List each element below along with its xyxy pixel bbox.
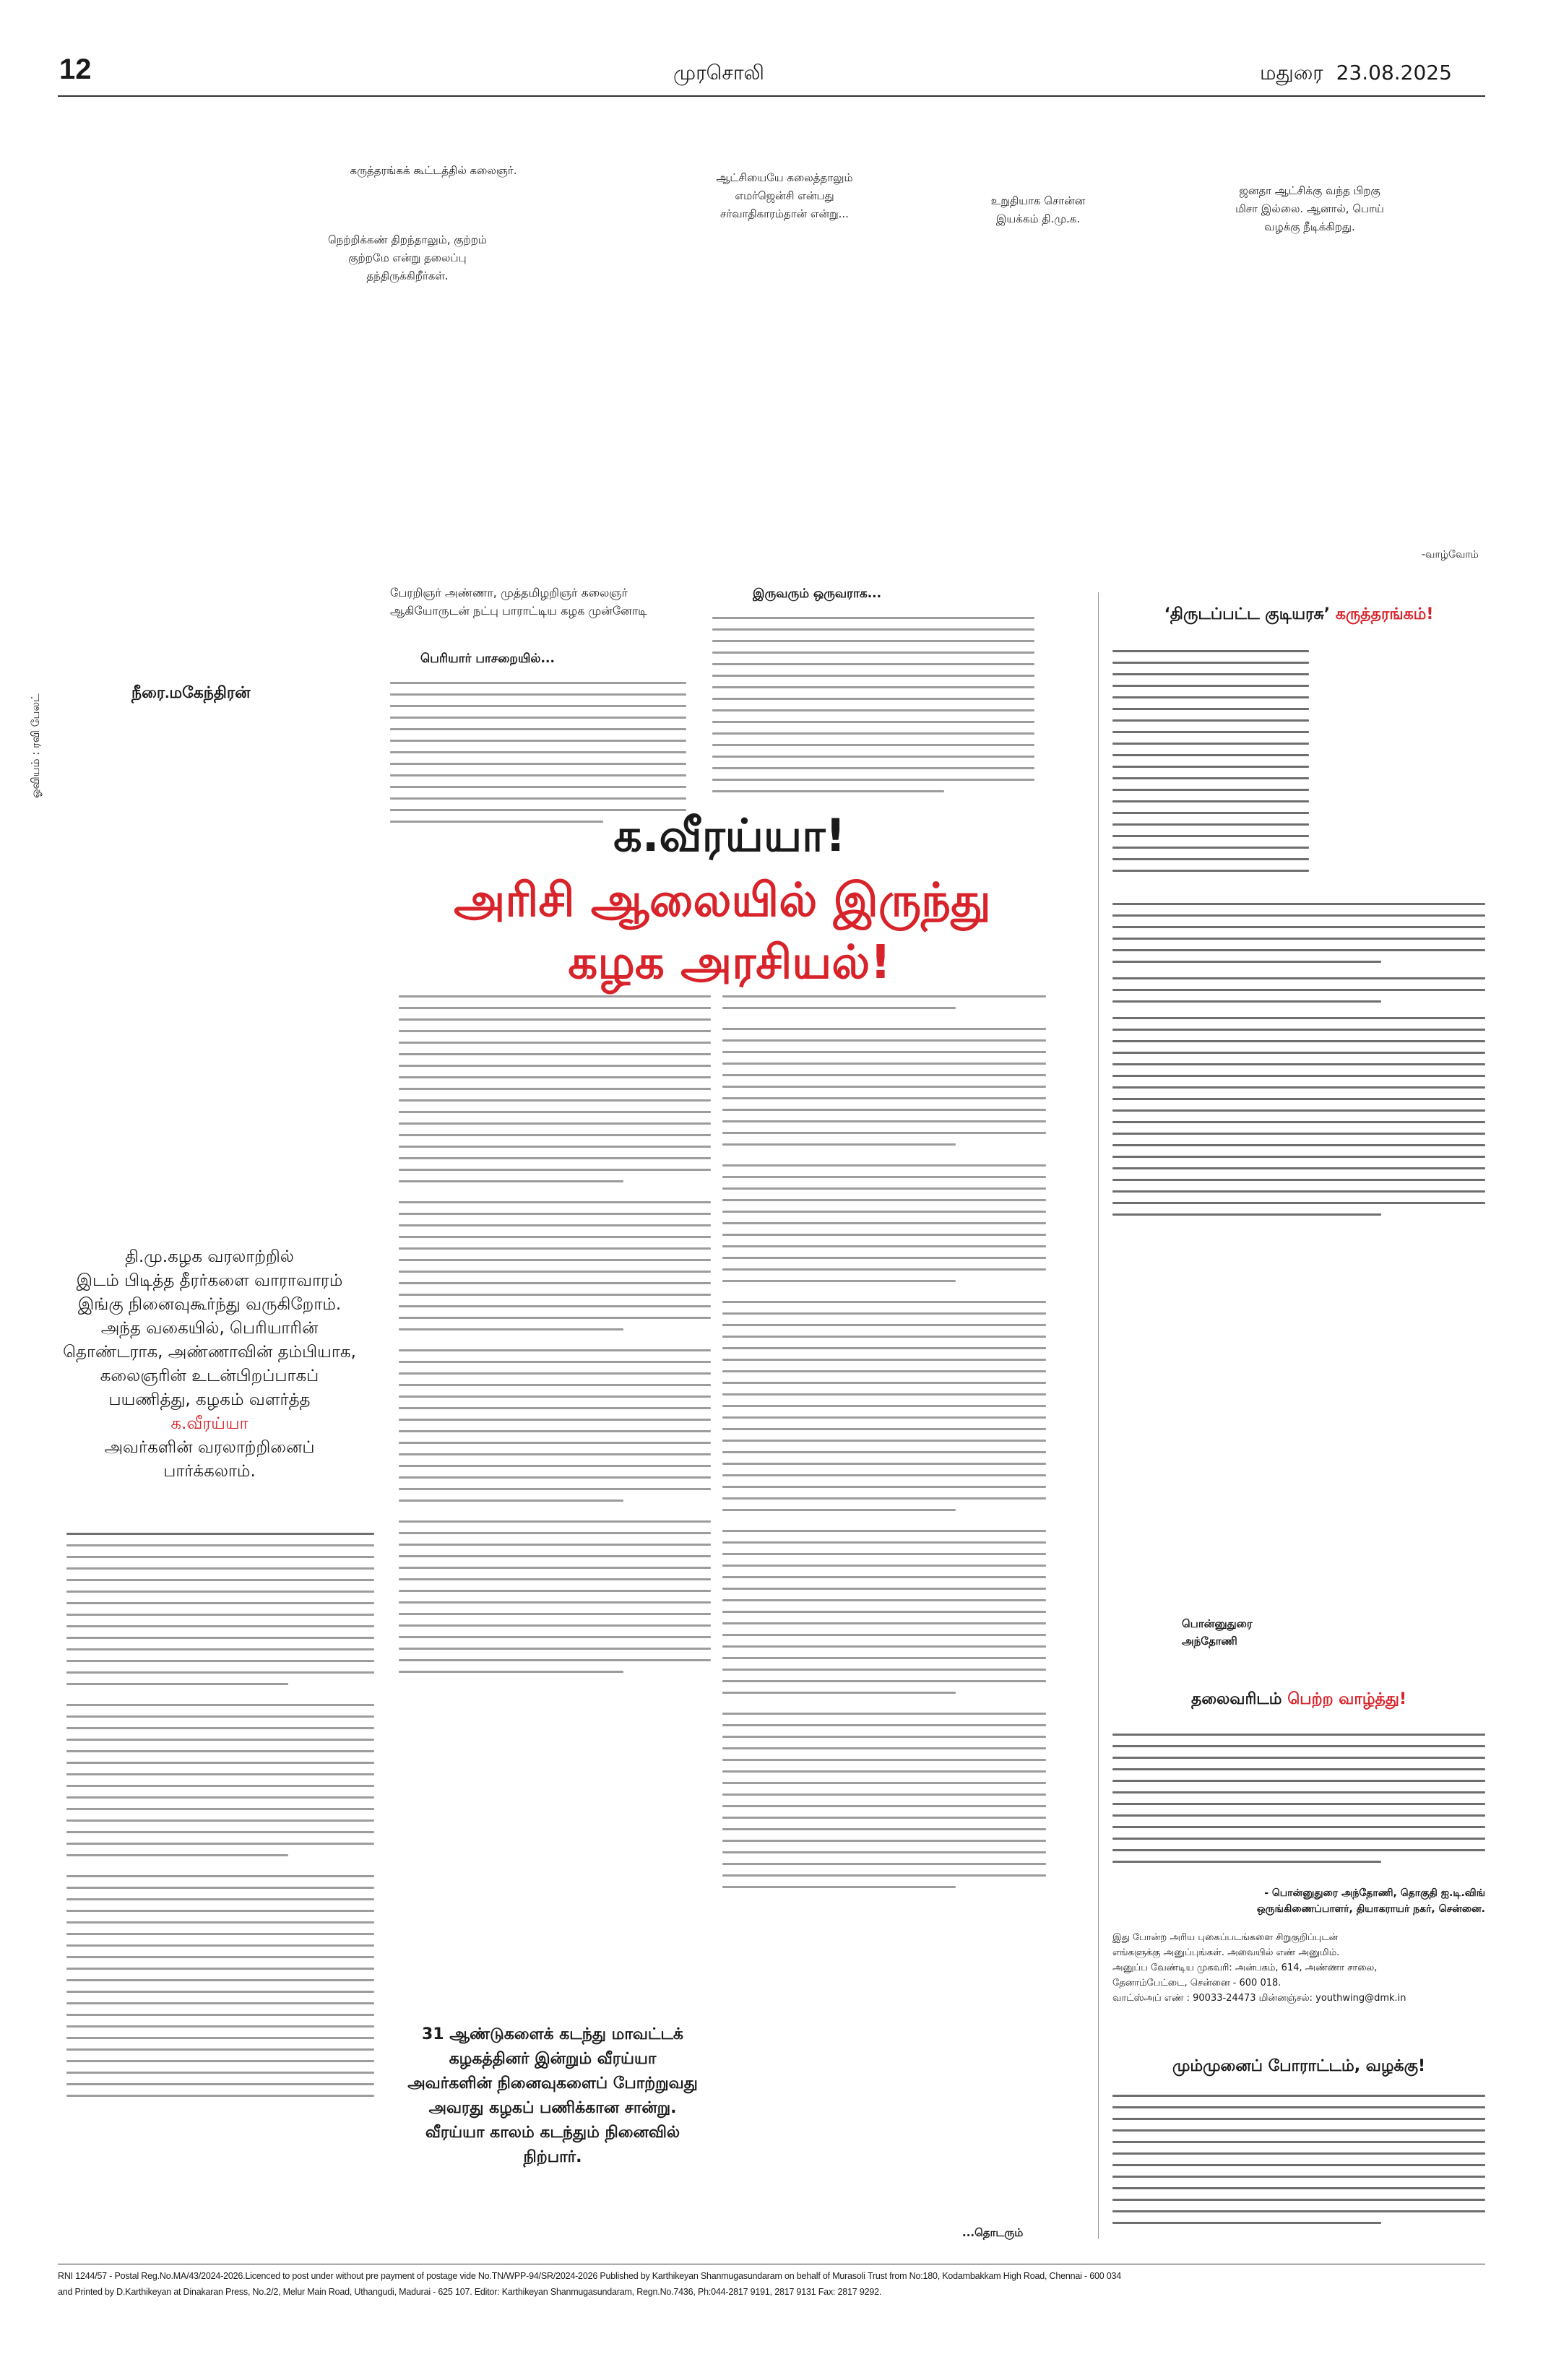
standfirst-line: அவர்களின் வரலாற்றினைப் (104, 1438, 315, 1457)
paper-name: முரசொலி (673, 61, 764, 85)
commentary-body (1112, 903, 1485, 1225)
page-number: 12 (59, 53, 92, 85)
standfirst-line: தி.மு.கழக வரலாற்றில் (125, 1247, 294, 1266)
youth-address-line: அனுப்ப வேண்டிய முகவரி: அன்பகம், 614, அண்ணா சாலை, (1112, 1963, 1378, 1973)
standfirst-line: இங்கு நினைவுகூர்ந்து வருகிறோம். (77, 1295, 342, 1314)
mummunai-body (1112, 2095, 1485, 2233)
headline-name: க.வீரய்யா! (613, 809, 846, 862)
imprint-line: and Printed by D.Karthikeyan at Dinakaran Press, No.2/2, Melur Main Road, Uthangudi, Madurai - 625 107. Editor: Karthikeyan Shanmugasundaram, Regn.No.7436, Ph:044-2817 9191, 2817 9131 Fax: 2817 9292. (58, 2287, 882, 2297)
youth-title (1112, 1690, 1485, 1710)
standfirst-name: க.வீரய்யா (170, 1414, 248, 1433)
story-body-text (66, 1533, 374, 2106)
cartoon-caption-4: உறுதியாக சொன்ன இயக்கம் தி.மு.க. (990, 194, 1086, 225)
youth-contributor-line: பொன்னுதுரை (1182, 1617, 1253, 1630)
section-heading-iruvarum: இருவரும் ஒருவராக... (753, 587, 882, 601)
cartoon-caption-3: ஆட்சியையே கலைத்தாலும் எமர்ஜென்சி என்பது சர்வாதிகாரம்தான் என்று... (716, 171, 853, 220)
standfirst-line: தொண்டராக, அண்ணாவின் தம்பியாக, (63, 1343, 356, 1362)
story-intro-text: பேரறிஞர் அண்ணா, முத்தமிழறிஞர் கலைஞர் ஆகியோருடன் நட்பு பாராட்டிய கழக முன்னோடி (390, 586, 647, 618)
column-divider (1098, 592, 1099, 2239)
pull-quote: 31 ஆண்டுகளைக் கடந்து மாவட்டக் கழகத்தினர் இன்றும் வீரய்யா அவர்களின் நினைவுகளைப் போற்றுவது அவரது கழகப் பணிக்கான சான்று. வீரய்யா காலம் கடந்தும் நினைவில் நிற்பார். (407, 2025, 698, 2166)
youth-title-a: தலைவரிடம் (1191, 1690, 1282, 1708)
commentary-body (1112, 650, 1309, 881)
youth-address-line: எங்களுக்கு அனுப்புங்கள். அவையில் எண் அனுமிம். (1112, 1947, 1340, 1958)
headline-line-1: அரிசி ஆலையில் இருந்து (454, 874, 991, 927)
commentary-title (1112, 605, 1485, 626)
headline-line-2: கழக அரசியல்! (568, 936, 891, 990)
youth-title-b: பெற்ற வாழ்த்து! (1287, 1690, 1406, 1708)
youth-address-line: இது போன்ற அரிய புகைப்படங்களை சிறுகுறிப்புடன் (1112, 1932, 1339, 1943)
youth-contributor-line: அந்தோணி (1182, 1635, 1237, 1648)
youth-address (1112, 1930, 1485, 2006)
story-author: நீரை.மகேந்திரன் (131, 683, 251, 701)
story-body-text (712, 617, 1034, 802)
youth-address-line: தேனாம்பேட்டை, சென்னை - 600 018. (1112, 1978, 1281, 1989)
youth-contributor (1182, 1615, 1253, 1650)
continued-marker: ...தொடரும் (962, 2226, 1024, 2239)
masthead-rule (58, 95, 1485, 97)
standfirst-line: இடம் பிடித்த தீரர்களை வாராவாரம் (76, 1271, 343, 1290)
youth-signature (1112, 1885, 1485, 1917)
standfirst-line: பயணித்து, கழகம் வளர்த்த (108, 1390, 311, 1409)
dateline-date: 23.08.2025 (1336, 61, 1452, 85)
cartoon-caption-2: நெற்றிக்கண் திறந்தாலும், குற்றம் குற்றமே என்று தலைப்பு தந்திருக்கிறீர்கள். (328, 233, 487, 282)
standfirst-line: பார்க்கலாம். (163, 1462, 256, 1481)
dateline-city: மதுரை (1260, 61, 1323, 85)
standfirst (58, 1245, 361, 1484)
cartoon-caption-1: கருத்தரங்கக் கூட்டத்தில் கலைஞர். (350, 164, 517, 177)
section-heading-periyar: பெரியார் பாசறையில்... (420, 652, 555, 666)
story-body-text (722, 995, 1046, 1897)
imprint-line: RNI 1244/57 - Postal Reg.No.MA/43/2024-2026.Licenced to post under without pre payment of postage vide No.TN/WPP-94/SR/2024-2026 Published by Karthikeyan Shanmugasundaram on behalf of Murasoli Trust from No:180, Kodambakkam High Road, Chennai - 600 034 (58, 2271, 1122, 2281)
youth-signature-line: - பொன்னுதுரை அந்தோணி, தொகுதி ஐ.டி.விங் (1264, 1887, 1485, 1899)
youth-body (1112, 1734, 1485, 1872)
artist-credit: ஓவியம் : ரவி பேலட் (29, 693, 42, 798)
youth-address-line: வாட்ஸ்அப் எண் : 90033-24473 மின்னஞ்சல்: youthwing@dmk.in (1112, 1993, 1406, 2004)
commentary-title-b: கருத்தரங்கம்! (1335, 605, 1434, 623)
standfirst-line: அந்த வகையில், பெரியாரின் (100, 1319, 319, 1338)
standfirst-line: கலைஞரின் உடன்பிறப்பாகப் (100, 1367, 319, 1385)
dateline (1260, 61, 1452, 87)
cartoon-caption-5: ஜனதா ஆட்சிக்கு வந்த பிறகு மிசா இல்லை. ஆனால், பொய் வழக்கு நீடிக்கிறது. (1235, 184, 1384, 233)
commentary-title-a: ‘திருடப்பட்ட குடியரசு’ (1164, 605, 1331, 623)
mummunai-title: மும்முனைப் போராட்டம், வழக்கு! (1172, 2057, 1426, 2075)
cartoon-signoff: -வாழ்வோம் (1422, 549, 1479, 561)
story-body-text (399, 995, 711, 1682)
youth-signature-line: ஒருங்கிணைப்பாளர், தியாகராயர் நகர், சென்னை. (1256, 1903, 1485, 1915)
